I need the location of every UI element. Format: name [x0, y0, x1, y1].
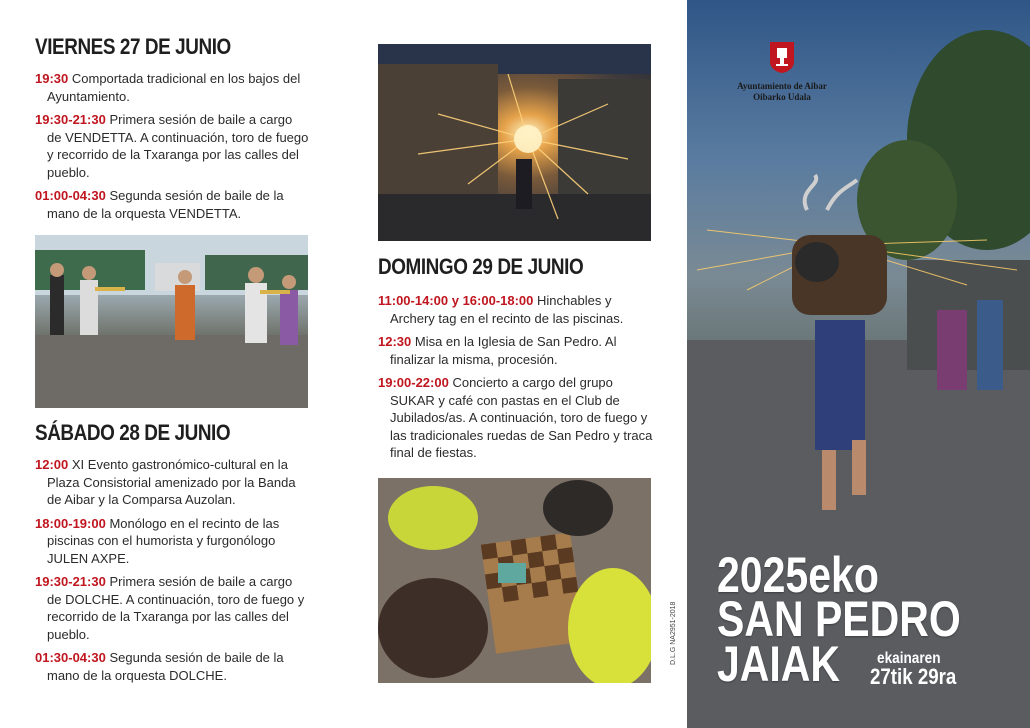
cover-panel [687, 0, 1030, 728]
event-item [35, 456, 310, 509]
event-desc: Concierto a cargo del grupo SUKAR y café con pastas en el Club de Jubilados/as. A continuación, toro de fuego y las tradicionales ruedas de San Pedro y traca final de fiestas. [390, 375, 653, 460]
saturday-events [35, 456, 310, 684]
event-desc: Segunda sesión de baile de la mano de la orquesta VENDETTA. [47, 188, 284, 221]
event-desc: XI Evento gastronómico-cultural en la Plaza Consistorial amenizado por la Banda de Aibar y la Comparsa Auzolan. [47, 457, 296, 507]
event-time: 12:00 [35, 457, 69, 472]
org-name-line2: Oibarko Udala [753, 92, 811, 102]
event-time: 11:00-14:00 y 16:00-18:00 [378, 293, 534, 308]
event-time: 19:30 [35, 71, 69, 86]
board-game-photo [378, 478, 651, 683]
friday-heading: VIERNES 27 DE JUNIO [35, 34, 231, 59]
brass-band-photo [35, 235, 308, 408]
event-time: 01:00-04:30 [35, 188, 106, 203]
date-range: 27tik 29ra [870, 664, 957, 689]
event-item [35, 515, 310, 568]
event-time: 19:00-22:00 [378, 375, 449, 390]
sunday-events [378, 292, 653, 462]
friday-events [35, 70, 310, 222]
event-desc: Primera sesión de baile a cargo de DOLCHE. A continuación, toro de fuego y recorrido de la Txaranga por las calles del pueblo. [47, 574, 305, 642]
event-desc: Primera sesión de baile a cargo de VENDETTA. A continuación, toro de fuego y recorrido de la Txaranga por las calles del pueblo. [47, 112, 309, 180]
org-name [727, 81, 837, 103]
title-saint: SAN PEDRO [717, 591, 961, 647]
event-desc: Comportada tradicional en los bajos del Ayuntamiento. [47, 71, 301, 104]
event-desc: Misa en la Iglesia de San Pedro. Al finalizar la misma, procesión. [390, 334, 617, 367]
event-item [378, 374, 653, 462]
event-desc: Hinchables y Archery tag en el recinto de las piscinas. [390, 293, 624, 326]
title-jaiak: JAIAK [717, 636, 841, 692]
event-item [378, 333, 653, 368]
event-desc: Monólogo en el recinto de las piscinas con el humorista y furgonólogo JULEN AXPE. [47, 515, 280, 566]
event-item [35, 573, 310, 643]
fire-bull-illustration [378, 44, 651, 241]
event-desc: Segunda sesión de baile de la mano de la orquesta DOLCHE. [47, 650, 284, 683]
event-time: 19:30-21:30 [35, 574, 106, 589]
event-item [378, 292, 653, 327]
fire-bull-photo [378, 44, 651, 241]
title-year: 2025eko [717, 547, 879, 603]
event-item [35, 70, 310, 105]
org-name-line1: Ayuntamiento de Aibar [737, 81, 827, 91]
event-time: 18:00-19:00 [35, 515, 106, 531]
event-time: 01:30-04:30 [35, 650, 106, 665]
event-item [35, 111, 310, 181]
event-time: 12:30 [378, 334, 412, 349]
sunday-heading: DOMINGO 29 DE JUNIO [378, 254, 584, 279]
left-column [35, 34, 310, 684]
board-game-illustration [378, 478, 651, 683]
saturday-heading: SÁBADO 28 DE JUNIO [35, 420, 231, 445]
brass-band-illustration [35, 235, 308, 408]
date-month: ekainaren [877, 650, 941, 667]
event-item [35, 187, 310, 222]
event-item [35, 649, 310, 684]
town-crest-icon [768, 40, 796, 74]
event-time: 19:30-21:30 [35, 112, 106, 127]
middle-column [378, 44, 653, 683]
legal-deposit: D.L.G NA2951-2018 [670, 601, 677, 665]
